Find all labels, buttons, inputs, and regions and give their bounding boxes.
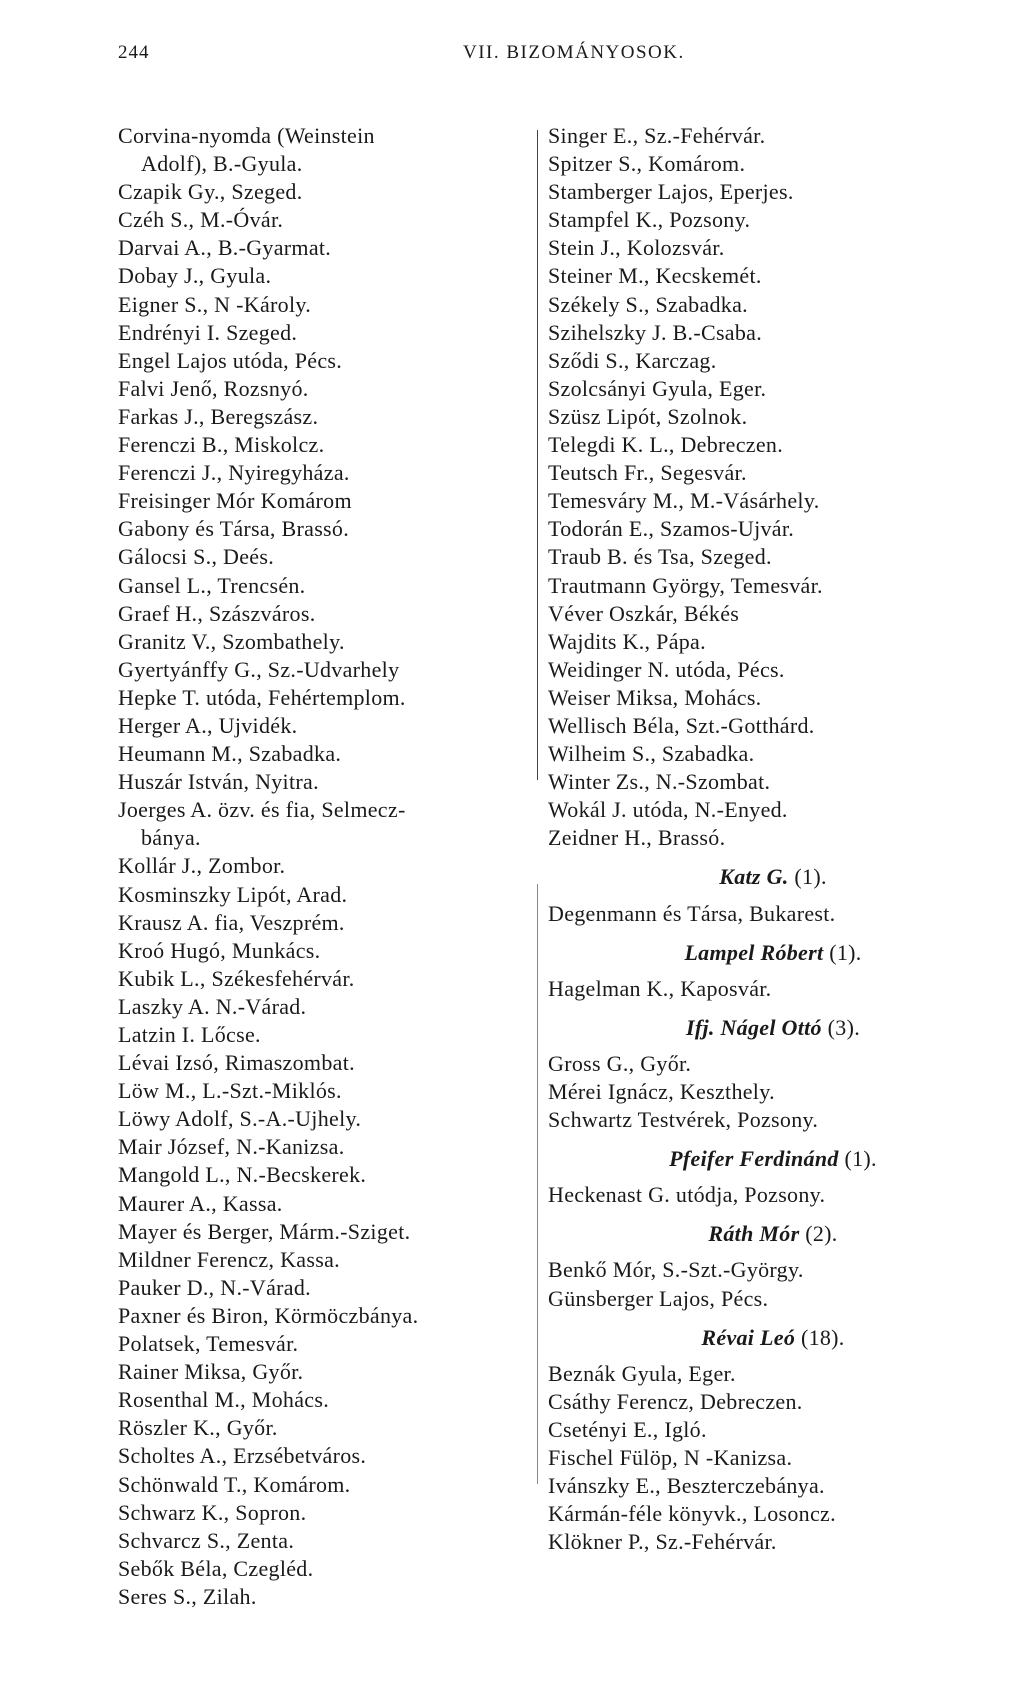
page-number: 244 (118, 42, 150, 63)
list-item: Heumann M., Szabadka. (118, 741, 342, 767)
list-item: Darvai A., B.-Gyarmat. (118, 235, 332, 261)
list-item: Schwarz K., Sopron. (118, 1499, 307, 1525)
list-item: Spitzer S., Komárom. (548, 151, 746, 177)
list-item: Freisinger Mór Komárom (118, 488, 352, 514)
list-item: Krausz A. fia, Veszprém. (118, 909, 345, 935)
page-header (118, 42, 964, 74)
publisher-name: Ifj. Nágel Ottó (685, 1014, 822, 1040)
publisher-count: (2). (805, 1221, 838, 1247)
list-item: Joerges A. özv. és fia, Selmecz- (118, 797, 406, 823)
list-item: Mayer és Berger, Márm.-Sziget. (118, 1218, 411, 1244)
list-item: Kosminszky Lipót, Arad. (118, 881, 348, 907)
list-item: Schönwald T., Komárom. (118, 1471, 351, 1497)
list-item: Trautmann György, Temesvár. (548, 572, 823, 598)
list-item: Polatsek, Temesvár. (118, 1331, 299, 1357)
list-item: Telegdi K. L., Debreczen. (548, 432, 784, 458)
list-item: Gansel L., Trencsén. (118, 572, 306, 598)
right-column (548, 122, 998, 1556)
list-item: Wellisch Béla, Szt.-Gotthárd. (548, 712, 815, 738)
list-item: Czapik Gy., Szeged. (118, 179, 303, 205)
list-item: Mildner Ferencz, Kassa. (118, 1246, 340, 1272)
list-item: Gálocsi S., Deés. (118, 544, 275, 570)
list-item: Czéh S., M.-Óvár. (118, 207, 284, 233)
list-item: Farkas J., Beregszász. (118, 403, 319, 429)
list-item: Heckenast G. utódja, Pozsony. (548, 1182, 826, 1208)
list-item: Ferenczi B., Miskolcz. (118, 432, 325, 458)
list-item: Schvarcz S., Zenta. (118, 1527, 295, 1553)
list-item: Stamberger Lajos, Eperjes. (548, 179, 794, 205)
publisher-heading (548, 1324, 998, 1352)
publisher-count: (1). (829, 939, 862, 965)
list-item: Beznák Gyula, Eger. (548, 1360, 736, 1386)
list-item: Szihelszky J. B.-Csaba. (548, 319, 763, 345)
publisher-name: Ráth Mór (708, 1221, 800, 1247)
list-item: Engel Lajos utóda, Pécs. (118, 347, 343, 373)
list-item: Hagelman K., Kaposvár. (548, 975, 772, 1001)
list-item: Mérei Ignácz, Keszthely. (548, 1079, 775, 1104)
list-item: Szüsz Lipót, Szolnok. (548, 403, 748, 429)
list-item: bánya. (141, 825, 201, 851)
list-item: Sződi S., Karczag. (548, 347, 717, 373)
list-item: Temesváry M., M.-Vásárhely. (548, 488, 820, 514)
list-item: Mair József, N.-Kanizsa. (118, 1134, 345, 1160)
column-divider (537, 130, 538, 780)
list-item: Teutsch Fr., Segesvár. (548, 460, 747, 486)
list-item: Traub B. és Tsa, Szeged. (548, 544, 772, 570)
list-item: Gabony és Társa, Brassó. (118, 516, 350, 542)
publisher-name: Lampel Róbert (684, 939, 824, 965)
list-item: Winter Zs., N.-Szombat. (548, 769, 771, 795)
list-item: Löw M., L.-Szt.-Miklós. (118, 1078, 342, 1104)
column-divider-lower (537, 884, 538, 1484)
list-item: Singer E., Sz.-Fehérvár. (548, 123, 766, 148)
list-item: Weiser Miksa, Mohács. (548, 684, 762, 710)
list-item: Szolcsányi Gyula, Eger. (548, 375, 767, 401)
list-item: Latzin I. Lőcse. (118, 1022, 261, 1047)
list-item: Adolf), B.-Gyula. (141, 151, 303, 177)
list-item: Endrényi I. Szeged. (118, 319, 298, 345)
list-item: Csáthy Ferencz, Debreczen. (548, 1388, 803, 1414)
list-item: Falvi Jenő, Rozsnyó. (118, 375, 309, 401)
list-item: Herger A., Ujvidék. (118, 712, 298, 738)
list-item: Kroó Hugó, Munkács. (118, 937, 321, 963)
running-head: VII. BIZOMÁNYOSOK. (463, 42, 685, 63)
list-item: Stampfel K., Pozsony. (548, 207, 751, 233)
list-item: Laszky A. N.-Várad. (118, 993, 307, 1019)
list-item: Paxner és Biron, Körmöczbánya. (118, 1302, 419, 1328)
list-item: Günsberger Lajos, Pécs. (548, 1285, 769, 1311)
list-item: Granitz V., Szombathely. (118, 628, 345, 654)
publisher-name: Révai Leó (701, 1324, 796, 1350)
publisher-heading (548, 1145, 998, 1173)
publisher-name: Katz G. (719, 864, 789, 890)
list-item: Gross G., Győr. (548, 1050, 692, 1076)
list-item: Huszár István, Nyitra. (118, 769, 319, 795)
list-item: Kubik L., Székesfehérvár. (118, 965, 355, 991)
publisher-heading (548, 1220, 998, 1248)
publisher-heading (548, 939, 998, 967)
list-item: Graef H., Szászváros. (118, 600, 316, 626)
list-item: Steiner M., Kecskemét. (548, 263, 762, 289)
list-item: Pauker D., N.-Várad. (118, 1274, 311, 1300)
list-item: Wajdits K., Pápa. (548, 628, 706, 654)
list-item: Maurer A., Kassa. (118, 1190, 283, 1216)
list-item: Csetényi E., Igló. (548, 1416, 707, 1442)
list-item: Gyertyánffy G., Sz.-Udvarhely (118, 656, 400, 682)
list-item: Rosenthal M., Mohács. (118, 1387, 330, 1413)
publisher-heading (548, 1014, 998, 1042)
list-item: Dobay J., Gyula. (118, 263, 272, 289)
list-item: Eigner S., N -Károly. (118, 291, 312, 317)
list-item: Mangold L., N.-Becskerek. (118, 1162, 367, 1188)
list-item: Ivánszky E., Beszterczebánya. (548, 1473, 825, 1499)
publisher-count: (18). (800, 1324, 845, 1350)
list-item: Schwartz Testvérek, Pozsony. (548, 1107, 819, 1133)
list-item: Corvina-nyomda (Weinstein (118, 123, 375, 148)
list-item: Benkő Mór, S.-Szt.-György. (548, 1257, 804, 1283)
list-item: Weidinger N. utóda, Pécs. (548, 656, 785, 682)
publisher-count: (1). (844, 1146, 877, 1172)
list-item: Hepke T. utóda, Fehértemplom. (118, 684, 406, 710)
list-item: Seres S., Zilah. (118, 1583, 257, 1609)
publisher-heading (548, 863, 998, 891)
list-item: Kollár J., Zombor. (118, 853, 286, 879)
list-item: Röszler K., Győr. (118, 1415, 278, 1441)
list-item: Klökner P., Sz.-Fehérvár. (548, 1529, 777, 1555)
list-item: Rainer Miksa, Győr. (118, 1359, 304, 1385)
list-item: Véver Oszkár, Békés (548, 600, 740, 626)
list-item: Stein J., Kolozsvár. (548, 235, 725, 261)
list-item: Zeidner H., Brassó. (548, 825, 726, 851)
publisher-count: (1). (794, 864, 827, 890)
list-item: Löwy Adolf, S.-A.-Ujhely. (118, 1106, 362, 1132)
publisher-count: (3). (827, 1014, 861, 1040)
list-item: Kármán-féle könyvk., Losoncz. (548, 1501, 836, 1527)
list-item: Ferenczi J., Nyiregyháza. (118, 460, 350, 486)
list-item: Wokál J. utóda, N.-Enyed. (548, 797, 788, 823)
left-column (118, 122, 536, 1611)
list-item: Székely S., Szabadka. (548, 291, 748, 317)
list-item: Degenmann és Társa, Bukarest. (548, 900, 836, 926)
list-item: Scholtes A., Erzsébetváros. (118, 1443, 367, 1469)
publisher-name: Pfeifer Ferdinánd (669, 1146, 839, 1172)
list-item: Todorán E., Szamos-Ujvár. (548, 516, 795, 542)
list-item: Lévai Izsó, Rimaszombat. (118, 1050, 355, 1076)
list-item: Sebők Béla, Czegléd. (118, 1555, 314, 1581)
list-item: Fischel Fülöp, N -Kanizsa. (548, 1445, 793, 1471)
list-item: Wilheim S., Szabadka. (548, 741, 755, 767)
